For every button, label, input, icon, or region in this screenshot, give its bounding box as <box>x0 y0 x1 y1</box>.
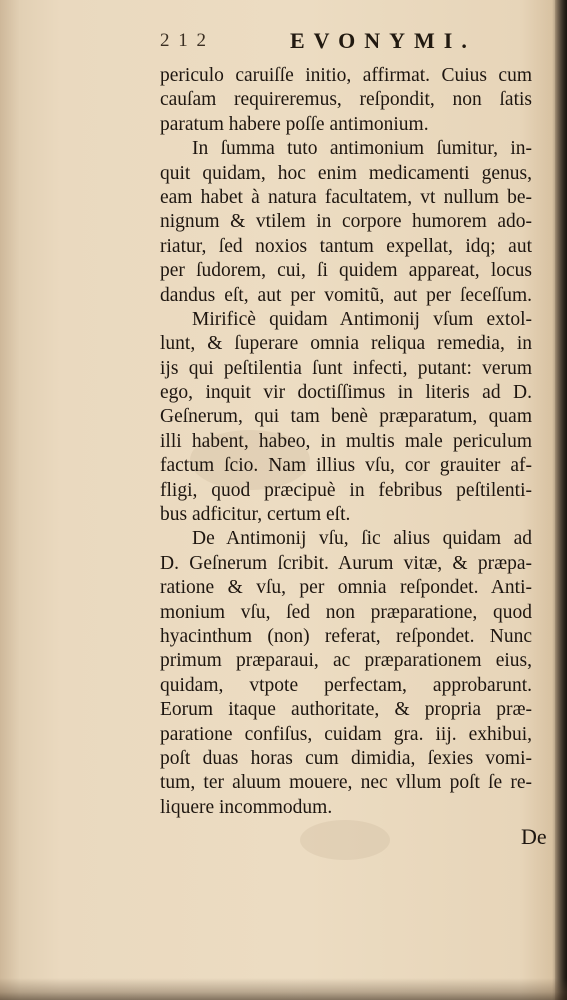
text-line: ego, inquit vir doctiſſimus in literis ad D. <box>160 382 532 404</box>
page-number: 2 1 2 <box>160 30 208 51</box>
text-line: De Antimonij vſu, ſic alius quidam ad <box>192 528 532 550</box>
page-bottom-edge <box>0 978 567 1000</box>
catchword: De <box>521 824 547 849</box>
text-line: Eorum itaque authoritate, & propria præ- <box>160 699 532 721</box>
text-line: quidam, vtpote perfectam, approbarunt. <box>160 674 532 696</box>
text-line: D. Geſnerum ſcribit. Aurum vitæ, & præpa- <box>160 552 532 574</box>
text-line: tum, ter aluum mouere, nec vllum poſt ſe re- <box>160 772 532 794</box>
text-line: paratum habere poſſe antimonium. <box>160 113 429 135</box>
text-line: quit quidam, hoc enim medicamenti genus, <box>160 162 532 184</box>
text-line: nignum & vtilem in corpore humorem ado- <box>160 211 532 233</box>
text-line: In ſumma tuto antimonium ſumitur, in- <box>192 138 532 160</box>
text-line: riatur, ſed noxios tantum expellat, idq; aut <box>160 235 532 257</box>
text-line: dandus eſt, aut per vomitũ, aut per ſeceſſum. <box>160 284 532 306</box>
text-line: primum præparaui, ac præparationem eius, <box>160 650 532 672</box>
paper-stain <box>300 820 390 860</box>
text-line: poſt duas horas cum dimidia, ſexies vomi- <box>160 747 532 769</box>
text-line: eam habet à natura facultatem, vt nullum be- <box>160 186 532 208</box>
text-line: per ſudorem, cui, ſi quidem appareat, locus <box>160 260 532 282</box>
text-line: bus adficitur, certum eſt. <box>160 504 351 526</box>
body-text <box>160 64 532 820</box>
text-line: illi habent, habeo, in multis male periculum <box>160 430 532 452</box>
text-line: liquere incommodum. <box>160 796 333 818</box>
text-line: Geſnerum, qui tam benè præparatum, quam <box>160 406 532 428</box>
text-line: factum ſcio. Nam illius vſu, cor grauiter af- <box>160 455 532 477</box>
text-line: periculo caruiſſe initio, affirmat. Cuius cum <box>160 65 532 86</box>
text-line: ijs qui peſtilentia ſunt infecti, putant: verum <box>160 357 532 379</box>
text-line: cauſam requireremus, reſpondit, non ſatis <box>160 89 532 111</box>
text-line: fligi, quod præcipuè in febribus peſtilenti- <box>160 479 532 501</box>
text-line: lunt, & ſuperare omnia reliqua remedia, in <box>160 333 532 355</box>
text-line: paratione confiſus, cuidam gra. iij. exhibui, <box>160 723 532 745</box>
text-line: Mirificè quidam Antimonij vſum extol- <box>192 308 532 330</box>
page-gutter-shadow <box>555 0 567 1000</box>
text-line: monium vſu, ſed non præparatione, quod <box>160 601 532 623</box>
running-head: EVONYMI. <box>290 28 476 53</box>
text-line: ratione & vſu, per omnia reſpondet. Anti- <box>160 577 532 599</box>
text-line: hyacinthum (non) referat, reſpondet. Nunc <box>160 625 532 647</box>
